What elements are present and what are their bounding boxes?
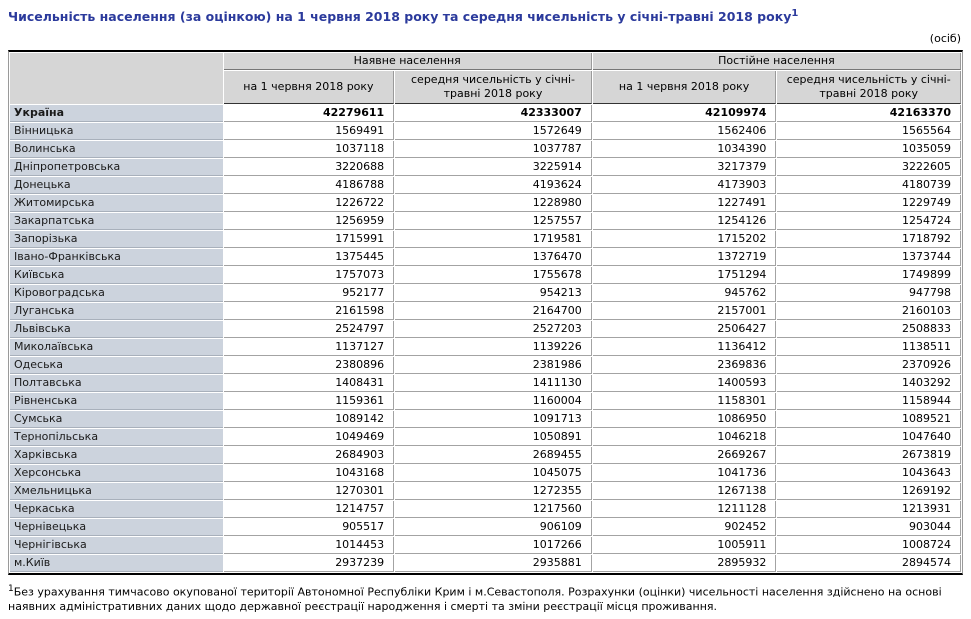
value-permanent-june: 1034390	[593, 141, 777, 158]
value-present-june: 1037118	[224, 141, 395, 158]
value-present-average: 1755678	[395, 267, 592, 284]
value-present-average: 2689455	[395, 447, 592, 464]
value-present-june: 2524797	[224, 321, 395, 338]
table-row	[10, 177, 961, 194]
value-permanent-average: 1008724	[777, 537, 961, 554]
region-name-cell: Вінницька	[10, 123, 223, 140]
region-name-cell: Чернігівська	[10, 537, 223, 554]
table-row	[10, 303, 961, 320]
value-permanent-june: 2506427	[593, 321, 777, 338]
value-present-average: 906109	[395, 519, 592, 536]
value-permanent-average: 2160103	[777, 303, 961, 320]
value-present-average: 2935881	[395, 555, 592, 572]
value-permanent-june: 2669267	[593, 447, 777, 464]
value-permanent-average: 2673819	[777, 447, 961, 464]
value-present-june: 1014453	[224, 537, 395, 554]
region-name-cell: Харківська	[10, 447, 223, 464]
value-present-june: 1159361	[224, 393, 395, 410]
table-row	[10, 429, 961, 446]
value-present-average: 3225914	[395, 159, 592, 176]
value-permanent-june: 1158301	[593, 393, 777, 410]
value-present-june: 1226722	[224, 195, 395, 212]
region-name-cell: Закарпатська	[10, 213, 223, 230]
table-row	[10, 465, 961, 482]
value-present-june: 1256959	[224, 213, 395, 230]
table-row	[10, 483, 961, 500]
value-present-june: 905517	[224, 519, 395, 536]
value-present-june: 1569491	[224, 123, 395, 140]
region-name-cell: Івано-Франківська	[10, 249, 223, 266]
value-permanent-average: 1565564	[777, 123, 961, 140]
value-permanent-june: 1751294	[593, 267, 777, 284]
value-present-average: 1272355	[395, 483, 592, 500]
value-permanent-june: 4173903	[593, 177, 777, 194]
value-permanent-june: 1086950	[593, 411, 777, 428]
value-present-june: 1089142	[224, 411, 395, 428]
value-present-june: 2684903	[224, 447, 395, 464]
sub-header-present-june: на 1 червня 2018 року	[224, 71, 395, 104]
value-permanent-average: 42163370	[777, 105, 961, 122]
value-present-average: 42333007	[395, 105, 592, 122]
value-present-average: 1228980	[395, 195, 592, 212]
region-name-cell: Житомирська	[10, 195, 223, 212]
region-name-cell: Сумська	[10, 411, 223, 428]
population-table	[8, 50, 963, 575]
page-title-footnote-ref: 1	[791, 8, 799, 19]
value-present-june: 1270301	[224, 483, 395, 500]
unit-label: (осіб)	[929, 32, 961, 46]
value-present-average: 2527203	[395, 321, 592, 338]
region-name-cell: Кіровоградська	[10, 285, 223, 302]
region-name-cell: Чернівецька	[10, 519, 223, 536]
footnote-text: Без урахування тимчасово окупованої території Автономної Республіки Крим і м.Севастополя. Розрахунки (оцінки) чисельності населення здійснено на основі наявних адміністративних даних щодо державної реєстрації народження і смерті та зміни реєстрації місця проживання.	[8, 585, 942, 613]
region-name-cell: Одеська	[10, 357, 223, 374]
table-row	[10, 213, 961, 230]
value-permanent-june: 1254126	[593, 213, 777, 230]
value-permanent-average: 1089521	[777, 411, 961, 428]
sub-header-permanent-average: середня чисельність у січні-травні 2018 року	[777, 71, 961, 104]
group-header-permanent-population: Постійне населення	[593, 53, 961, 70]
value-permanent-june: 2895932	[593, 555, 777, 572]
value-present-june: 1375445	[224, 249, 395, 266]
table-row	[10, 357, 961, 374]
value-permanent-average: 3222605	[777, 159, 961, 176]
value-permanent-average: 1213931	[777, 501, 961, 518]
value-present-june: 4186788	[224, 177, 395, 194]
region-name-cell: Миколаївська	[10, 339, 223, 356]
value-permanent-june: 42109974	[593, 105, 777, 122]
value-permanent-average: 903044	[777, 519, 961, 536]
value-present-average: 1572649	[395, 123, 592, 140]
value-permanent-average: 1373744	[777, 249, 961, 266]
table-row	[10, 141, 961, 158]
value-permanent-average: 1035059	[777, 141, 961, 158]
value-present-june: 952177	[224, 285, 395, 302]
value-permanent-june: 1400593	[593, 375, 777, 392]
value-present-average: 1091713	[395, 411, 592, 428]
table-row	[10, 501, 961, 518]
value-permanent-average: 1749899	[777, 267, 961, 284]
footnote	[8, 582, 966, 614]
value-permanent-june: 2157001	[593, 303, 777, 320]
value-present-june: 1408431	[224, 375, 395, 392]
value-present-average: 1411130	[395, 375, 592, 392]
value-permanent-june: 902452	[593, 519, 777, 536]
value-present-average: 954213	[395, 285, 592, 302]
value-permanent-june: 1005911	[593, 537, 777, 554]
group-header-present-population: Наявне населення	[224, 53, 592, 70]
value-permanent-june: 945762	[593, 285, 777, 302]
value-present-june: 2161598	[224, 303, 395, 320]
table-row	[10, 285, 961, 302]
value-present-average: 1050891	[395, 429, 592, 446]
corner-cell	[10, 53, 223, 104]
value-present-average: 2164700	[395, 303, 592, 320]
region-name-cell: Волинська	[10, 141, 223, 158]
region-name-cell: Львівська	[10, 321, 223, 338]
sub-header-present-average: середня чисельність у січні-травні 2018 року	[395, 71, 592, 104]
value-permanent-june: 3217379	[593, 159, 777, 176]
value-present-average: 1139226	[395, 339, 592, 356]
table-row	[10, 393, 961, 410]
table-row	[10, 105, 961, 122]
value-present-june: 1214757	[224, 501, 395, 518]
value-permanent-june: 1136412	[593, 339, 777, 356]
region-name-cell: Луганська	[10, 303, 223, 320]
value-permanent-june: 1372719	[593, 249, 777, 266]
value-present-average: 1217560	[395, 501, 592, 518]
value-permanent-average: 1158944	[777, 393, 961, 410]
value-permanent-june: 1267138	[593, 483, 777, 500]
table-row	[10, 519, 961, 536]
region-name-cell: м.Київ	[10, 555, 223, 572]
value-present-june: 1049469	[224, 429, 395, 446]
value-permanent-june: 2369836	[593, 357, 777, 374]
value-present-average: 1257557	[395, 213, 592, 230]
value-permanent-average: 1718792	[777, 231, 961, 248]
region-name-cell: Хмельницька	[10, 483, 223, 500]
region-name-cell: Донецька	[10, 177, 223, 194]
value-present-average: 2381986	[395, 357, 592, 374]
value-permanent-june: 1227491	[593, 195, 777, 212]
value-permanent-average: 1138511	[777, 339, 961, 356]
value-present-june: 3220688	[224, 159, 395, 176]
value-permanent-average: 1269192	[777, 483, 961, 500]
region-name-cell: Рівненська	[10, 393, 223, 410]
region-name-cell: Херсонська	[10, 465, 223, 482]
region-name-cell: Дніпропетровська	[10, 159, 223, 176]
value-permanent-average: 1403292	[777, 375, 961, 392]
value-present-average: 1160004	[395, 393, 592, 410]
value-present-june: 1757073	[224, 267, 395, 284]
page-title-text: Чисельність населення (за оцінкою) на 1 червня 2018 року та середня чисельність у січні-травні 2018 року	[8, 9, 792, 25]
table-row	[10, 321, 961, 338]
sub-header-permanent-june: на 1 червня 2018 року	[593, 71, 777, 104]
table-row	[10, 537, 961, 554]
value-permanent-average: 4180739	[777, 177, 961, 194]
table-row	[10, 159, 961, 176]
value-permanent-average: 1229749	[777, 195, 961, 212]
value-permanent-june: 1041736	[593, 465, 777, 482]
value-permanent-average: 2894574	[777, 555, 961, 572]
region-name-cell: Київська	[10, 267, 223, 284]
group-header-row	[10, 53, 961, 70]
region-name-cell: Черкаська	[10, 501, 223, 518]
value-present-june: 2937239	[224, 555, 395, 572]
value-permanent-june: 1715202	[593, 231, 777, 248]
value-permanent-average: 2508833	[777, 321, 961, 338]
table-row	[10, 447, 961, 464]
value-present-average: 1017266	[395, 537, 592, 554]
page-title	[8, 8, 963, 24]
value-present-average: 4193624	[395, 177, 592, 194]
value-permanent-average: 1254724	[777, 213, 961, 230]
table-row	[10, 195, 961, 212]
footnote-ref: 1	[8, 584, 14, 595]
value-present-average: 1045075	[395, 465, 592, 482]
table-row	[10, 231, 961, 248]
value-present-average: 1037787	[395, 141, 592, 158]
value-permanent-average: 1043643	[777, 465, 961, 482]
value-permanent-average: 947798	[777, 285, 961, 302]
value-permanent-june: 1211128	[593, 501, 777, 518]
table-header	[10, 53, 961, 104]
value-present-average: 1376470	[395, 249, 592, 266]
table-body	[10, 105, 961, 572]
table-row	[10, 249, 961, 266]
region-name-cell: Тернопільська	[10, 429, 223, 446]
value-present-june: 1137127	[224, 339, 395, 356]
value-present-june: 42279611	[224, 105, 395, 122]
value-present-average: 1719581	[395, 231, 592, 248]
region-name-cell: Запорізька	[10, 231, 223, 248]
table-row	[10, 555, 961, 572]
region-name-cell: Україна	[10, 105, 223, 122]
value-permanent-june: 1046218	[593, 429, 777, 446]
table-row	[10, 123, 961, 140]
table-row	[10, 375, 961, 392]
value-present-june: 2380896	[224, 357, 395, 374]
table-row	[10, 411, 961, 428]
value-permanent-june: 1562406	[593, 123, 777, 140]
value-present-june: 1715991	[224, 231, 395, 248]
table-row	[10, 267, 961, 284]
region-name-cell: Полтавська	[10, 375, 223, 392]
table-row	[10, 339, 961, 356]
value-permanent-average: 2370926	[777, 357, 961, 374]
value-permanent-average: 1047640	[777, 429, 961, 446]
value-present-june: 1043168	[224, 465, 395, 482]
